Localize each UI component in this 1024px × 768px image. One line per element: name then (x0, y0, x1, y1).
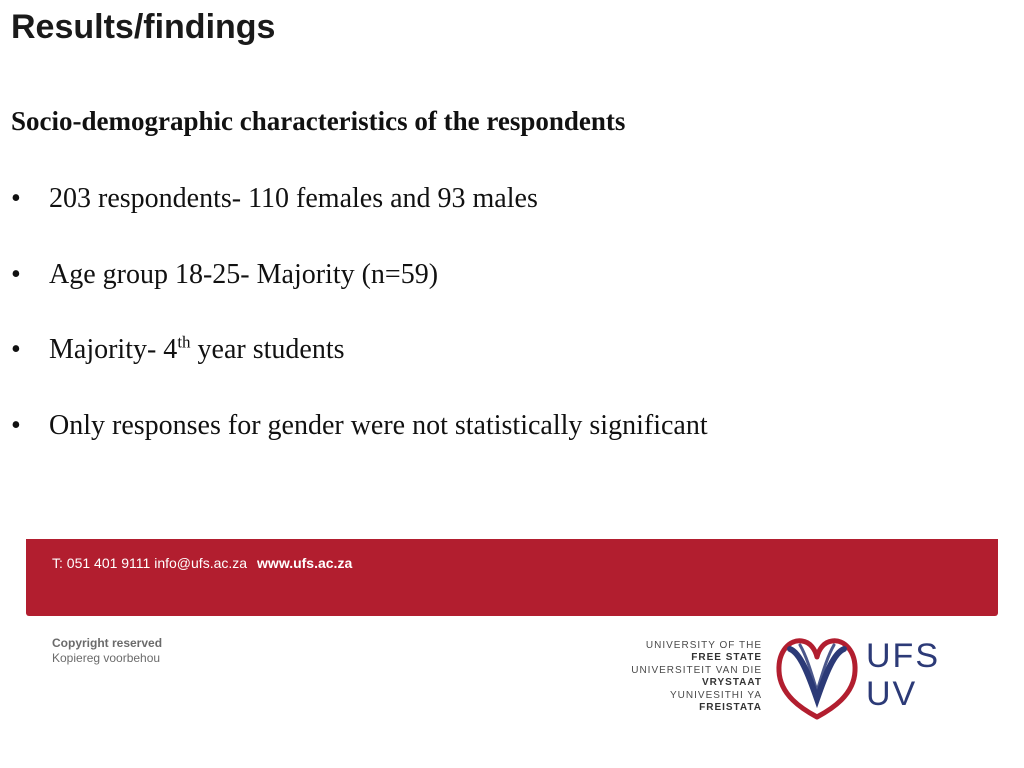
uni-name-line: VRYSTAAT (701, 677, 762, 689)
footer-band (26, 539, 998, 616)
ordinal-superscript: th (177, 332, 191, 352)
copyright-af: Kopiereg voorbehou (52, 651, 161, 665)
contact-info (52, 555, 352, 571)
website-link[interactable]: www.ufs.ac.za (257, 555, 353, 571)
bullet-text: 203 respondents- 110 females and 93 males (49, 183, 538, 214)
copyright-en: Copyright reserved (52, 636, 163, 650)
uni-name-line: FREISTATA (699, 702, 762, 714)
uni-name-line: UNIVERSITEIT VAN DIE (631, 664, 762, 676)
logo-letters-top: UFS (866, 637, 940, 675)
bullet-text-after: year students (190, 334, 345, 365)
uni-name-line: UNIVERSITY OF THE (645, 640, 762, 651)
slide-subtitle: Socio-demographic characteristics of the respondents (11, 106, 626, 136)
bullet-text: Age group 18-25- Majority (n=59) (49, 258, 439, 290)
logo-letters-bottom: UV (866, 675, 918, 713)
bullet-dot: • (11, 334, 21, 365)
bullet-dot: • (11, 409, 21, 441)
university-names (600, 640, 762, 714)
bullet-text-before: Majority- 4 (49, 334, 178, 365)
slide-title: Results/findings (11, 8, 276, 46)
bullet-text (49, 331, 345, 369)
bullet-text: Only responses for gender were not statistically significant (49, 409, 708, 441)
uni-name-line: YUNIVESITHI YA (670, 689, 762, 701)
ufs-logo-icon (774, 633, 860, 721)
bullet-dot: • (11, 258, 21, 290)
bullet-dot: • (11, 183, 21, 214)
copyright-notice (52, 636, 162, 666)
logo-wordmark (866, 637, 940, 713)
uni-name-line: FREE STATE (691, 652, 762, 664)
contact-phone-email: T: 051 401 9111 info@ufs.ac.za (52, 555, 248, 571)
